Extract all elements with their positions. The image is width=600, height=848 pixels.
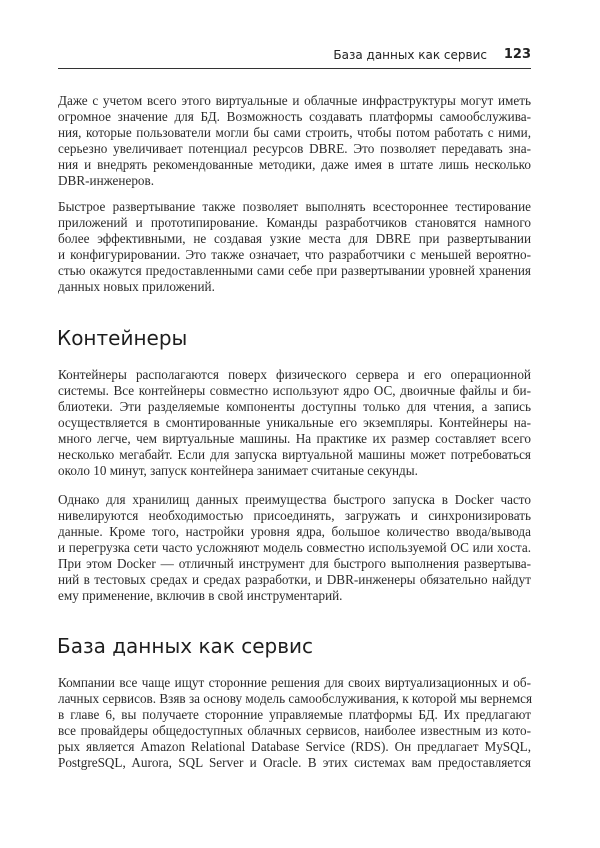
paragraph-5 [58,675,531,771]
text-line: лачных сервисов. Взяв за основу модель самообслуживания, к которой мы вернемся [58,691,533,706]
text-line: много легче, чем виртуальные машины. На практике их размер составляет всего [58,431,531,446]
text-line: ний в тестовых средах и средах разработки, и DBR-инженеры обязательно найдут [58,572,531,587]
text-line: стью окажутся предоставленными сами себе при развертывании уровней хранения [58,263,531,278]
text-line: более эффективными, не создавая узкие места для DBRE при развертывании [58,231,531,246]
text-line: ния и внедрять рекомендованные методики, даже имея в штате лишь несколько [58,157,531,172]
running-title: База данных как сервис [333,48,487,62]
text-line: системы. Все контейнеры совместно используют ядро ОС, двоичные файлы и би- [58,383,531,398]
text-line: При этом Docker — отличный инструмент для быстрого выполнения развертыва- [58,556,531,571]
text-line: приложений и прототипирование. Команды разработчиков становятся намного [58,215,531,230]
text-line: ему применение, включив в свой инструментарий. [58,588,343,603]
text-line: все провайдеры общедоступных облачных сервисов, наиболее известным из кото- [58,723,531,738]
paragraph-3 [58,367,531,479]
text-line: несколько мегабайт. Если для запуска виртуальной машины может потребоваться [58,447,531,462]
text-line: огромное значение для БД. Возможность создавать платформы самообслужива- [58,109,531,124]
text-line: около 10 минут, запуск контейнера занимает считаные секунды. [58,463,418,478]
text-line: DBR-инженеров. [58,173,155,188]
text-line: Компании все чаще ищут сторонние решения для своих виртуализационных и об- [58,675,531,690]
paragraph-1 [58,93,531,189]
text-line: и конфигурировании. Это также означает, что разработчики с меньшей вероятно- [58,247,531,262]
paragraph-4 [58,492,531,604]
text-line: Даже с учетом всего этого виртуальные и облачные инфраструктуры могут иметь [58,93,531,108]
text-line: PostgreSQL, Aurora, SQL Server и Oracle. В этих системах вам предоставляется [58,755,531,770]
text-line: нивелируются необходимостью присоединять, загружать и синхронизировать [58,508,531,523]
text-line: ния, которые пользователи могли бы сами строить, чтобы потом работать с ними, [58,125,531,140]
paragraph-2 [58,199,531,295]
text-line: Быстрое развертывание также позволяет выполнять всестороннее тестирование [58,199,531,214]
section-heading-dbaas: База данных как сервис [57,634,313,658]
text-line: данных новых приложений. [58,279,215,294]
text-line: данные. Кроме того, настройки уровня ядра, большое количество ввода/вывода [58,524,531,539]
text-line: рых является Amazon Relational Database Service (RDS). Он предлагает MySQL, [58,739,531,754]
text-line: Однако для хранилищ данных преимущества быстрого запуска в Docker часто [58,492,531,507]
page-number: 123 [503,47,531,62]
text-line: серьезно увеличивает потенциал ресурсов DBRE. Это позволяет передавать зна- [58,141,531,156]
text-line: осуществляется в смонтированные уникальные его экземпляры. Контейнеры на- [58,415,531,430]
text-line: блиотеки. Эти разделяемые компоненты доступны только для чтения, а запись [58,399,531,414]
text-line: Контейнеры располагаются поверх физического сервера и его операционной [58,367,531,382]
section-heading-containers: Контейнеры [57,326,188,350]
header-rule [58,68,531,69]
text-line: и перегрузка сети часто усложняют модель совместно используемой ОС или хоста. [58,540,531,555]
text-line: в главе 6, вы получаете сторонние управляемые платформы БД. Их предлагают [58,707,531,722]
